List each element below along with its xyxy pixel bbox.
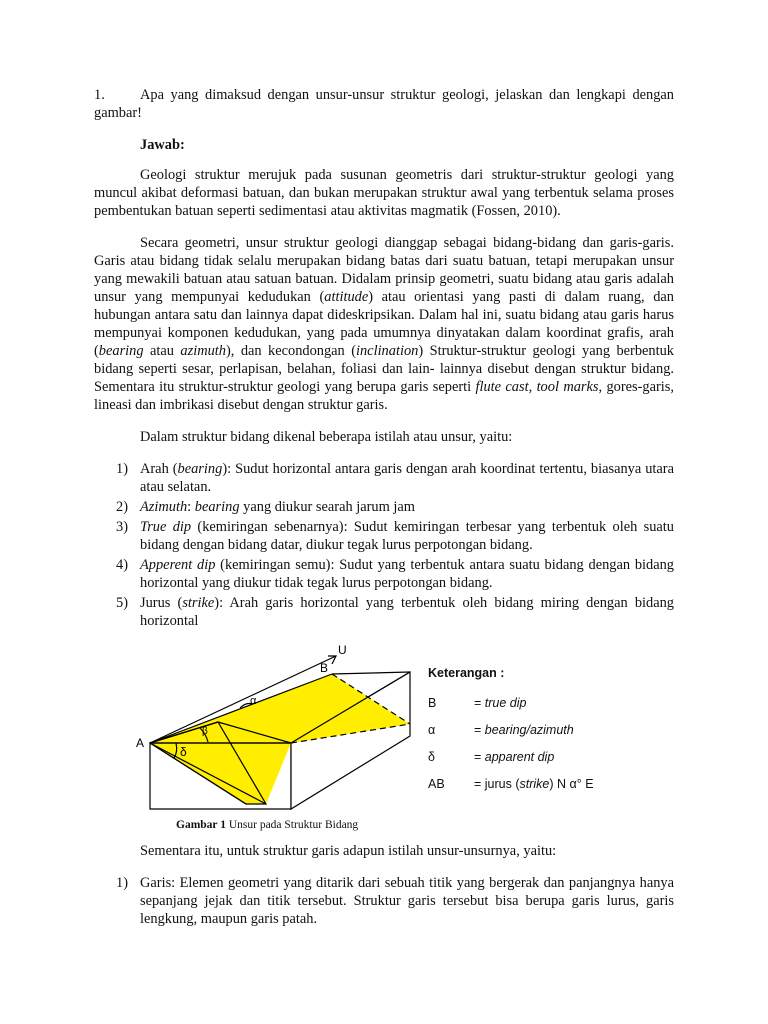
legend-title: Keterangan : [428, 666, 505, 680]
p2-azimuth: azimuth [180, 343, 226, 359]
p2-attitude: attitude [324, 289, 369, 305]
p2-text-3: atau [143, 343, 181, 359]
question-number: 1. [94, 87, 105, 103]
paragraph-3: Dalam struktur bidang dikenal beberapa istilah atau unsur, yaitu: [140, 429, 513, 445]
legend [428, 664, 628, 802]
document-content [94, 86, 674, 942]
legend-row: α = bearing/azimuth [428, 723, 574, 737]
list-item: 1) Arah (bearing): Sudut horizontal antara garis dengan arah koordinat tertentu, biasanya utara atau selatan. [116, 461, 674, 495]
list-item: 2) Azimuth: bearing yang diukur searah jarum jam [116, 499, 415, 515]
label-beta: β [202, 726, 208, 737]
p2-text-2: ) atau orientasi yang pasti di dalam ruang, dan hubungan antara satu dan lainnya dapat dideskripsikan. Dalam hal ini, suatu bidang atau garis harus mempunyai komponen kedudukan, yang pada umumnya dinyatakan dalam koordinat grafis, arah ( [94, 289, 675, 359]
planar-terms-list [94, 460, 674, 630]
linear-terms-list [94, 874, 674, 928]
p2-text-1: Secara geometri, unsur struktur geologi dianggap sebagai bidang-bidang dan garis-garis. Garis atau bidang tidak selalu merupakan bidang batas dari suatu batuan, tetapi merupakan unsur yang mewakili batuan atau satuan batuan. Didalam prinsip geometri, suatu bidang atau garis adalah unsur yang mempunyai kedudukan ( [94, 235, 674, 305]
label-b: B [320, 661, 329, 675]
question-1 [94, 86, 674, 122]
paragraph-4: Sementara itu, untuk struktur garis adapun istilah unsur-unsurnya, yaitu: [140, 843, 557, 859]
p2-bearing: bearing [98, 343, 144, 359]
list-item: 1) Garis: Elemen geometri yang ditarik dari sebuah titik yang bergerak dan panjangnya hanya sepanjang jejak dan titik tersebut. Struktur garis tersebut bisa berupa garis lurus, garis lengkung, maupun garis patah. [116, 875, 674, 927]
legend-row: B = true dip [428, 696, 527, 710]
answer-label: Jawab: [140, 137, 185, 153]
legend-row: AB = jurus (strike) N α° E [428, 777, 594, 791]
question-text: Apa yang dimaksud dengan unsur-unsur struktur geologi, jelaskan dan lengkapi dengan gambar! [94, 87, 674, 121]
paragraph-2 [94, 234, 674, 414]
p2-text-5: ) Struktur-struktur geologi yang berbentuk bidang seperti sesar, perlapisan, belahan, foliasi dan lain- lainnya disebut dengan struktur bidang. Sementara itu struktur-struktur geologi yang berupa garis seperti [94, 343, 674, 395]
p2-inclination: inclination [355, 343, 419, 359]
figure-caption: Gambar 1 Unsur pada Struktur Bidang [176, 819, 359, 831]
paragraph-1: Geologi struktur merujuk pada susunan geometris dari struktur-struktur geologi yang muncul akibat deformasi batuan, dan bukan merupakan struktur awal yang terbentuk selama proses pembentukan batuan seperti sedimentasi atau aktivitas magmatik (Fossen, 2010). [94, 167, 674, 219]
block-diagram [136, 644, 418, 812]
p2-text-4: ), dan kecondongan ( [226, 343, 356, 359]
label-delta: δ [180, 745, 187, 759]
list-item: 4) Apperent dip (kemiringan semu): Sudut yang terbentuk antara suatu bidang dengan bidang horizontal yang diukur tidak tegak lurus perpotongan bidang. [116, 557, 674, 591]
figure-planar-structure [0, 644, 768, 834]
label-u: U [338, 644, 347, 657]
label-alpha: α [250, 695, 257, 707]
p2-text-6: , gores-garis, lineasi dan imbrikasi disebut dengan struktur garis. [94, 379, 674, 413]
label-a: A [136, 736, 145, 750]
list-item: 5) Jurus (strike): Arah garis horizontal yang terbentuk oleh bidang miring dengan bidang horizontal [116, 595, 674, 629]
list-item: 3) True dip (kemiringan sebenarnya): Sudut kemiringan terbesar yang terbentuk oleh suatu bidang dengan bidang datar, diukur tegak lurus perpotongan bidang. [116, 519, 674, 553]
legend-row: δ = apparent dip [428, 750, 555, 764]
p2-flute: flute cast, tool marks [475, 379, 599, 395]
